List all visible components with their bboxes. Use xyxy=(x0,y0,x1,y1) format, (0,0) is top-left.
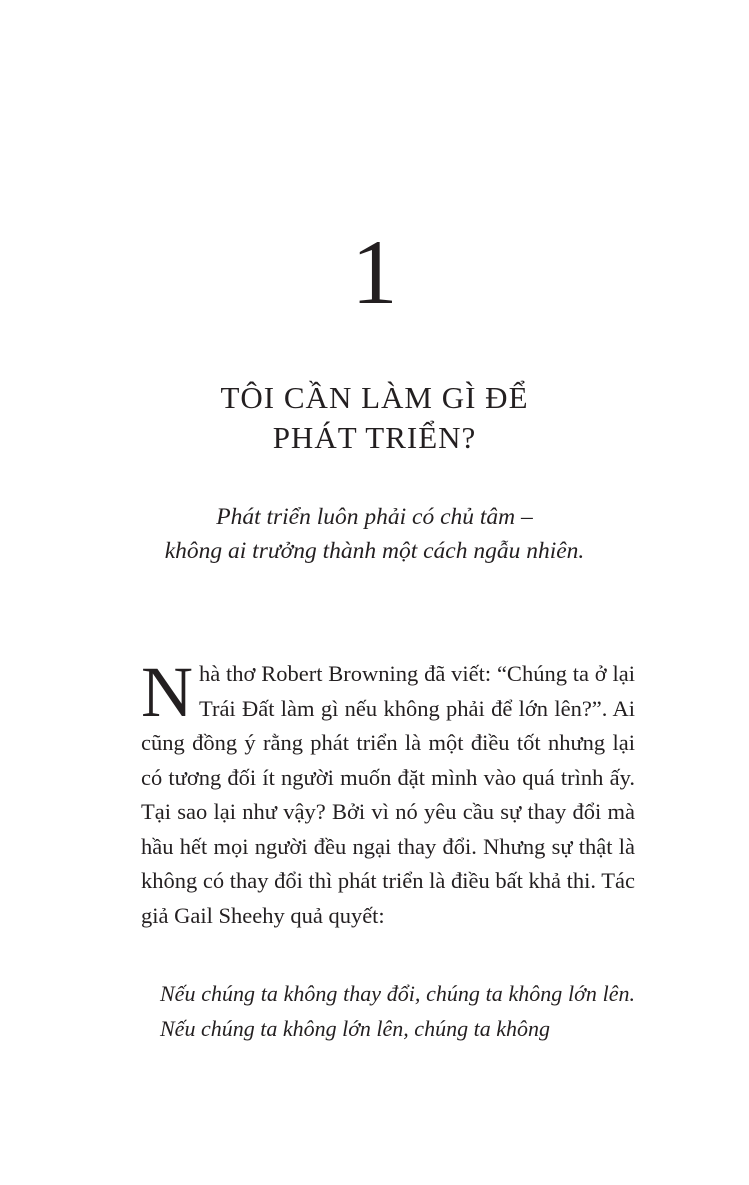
chapter-title xyxy=(0,378,749,458)
chapter-title-line-1: TÔI CẦN LÀM GÌ ĐỂ xyxy=(220,380,529,415)
chapter-title-line-2: PHÁT TRIỂN? xyxy=(272,420,477,455)
drop-cap: N xyxy=(141,652,193,732)
epigraph xyxy=(0,500,749,568)
epigraph-line-2: không ai trưởng thành một cách ngẫu nhiên. xyxy=(164,538,585,564)
body-paragraph xyxy=(141,652,635,933)
epigraph-line-1: Phát triển luôn phải có chủ tâm – xyxy=(216,504,533,530)
block-quote: Nếu chúng ta không thay đổi, chúng ta không lớn lên. Nếu chúng ta không lớn lên, chúng ta không xyxy=(160,981,635,1041)
body-paragraph-text: hà thơ Robert Browning đã viết: “Chúng ta ở lại Trái Đất làm gì nếu không phải để lớn lên?”. Ai cũng đồng ý rằng phát triển là một điều tốt nhưng lại có tương đối ít người muốn đặt mình vào quá trình ấy. Tại sao lại như vậy? Bởi vì nó yêu cầu sự thay đổi mà hầu hết mọi người đều ngại thay đổi. Nhưng sự thật là không có thay đổi thì phát triển là điều bất khả thi. Tác giả Gail Sheehy quả quyết: xyxy=(141,661,635,928)
chapter-number: 1 xyxy=(351,221,398,323)
